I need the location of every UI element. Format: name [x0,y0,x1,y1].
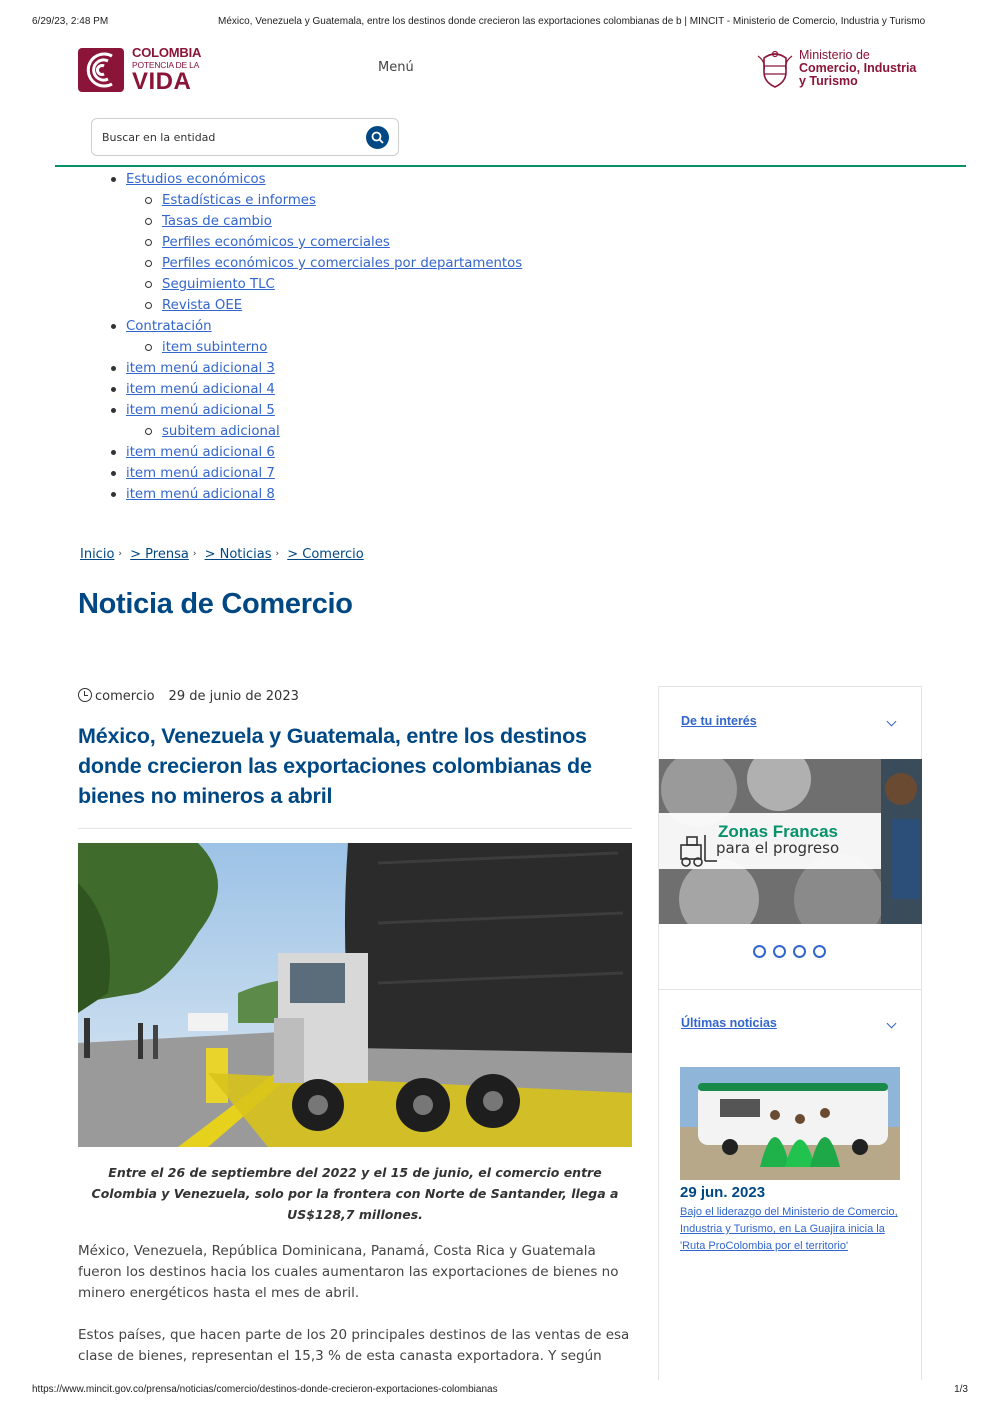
ministry-line-3: y Turismo [799,74,858,88]
logo-line-2: POTENCIA DE LA [132,60,200,70]
nav-link-item-3[interactable]: item menú adicional 3 [126,361,275,376]
nav-link-perfiles-departamentos[interactable]: Perfiles económicos y comerciales por departamentos [162,256,523,271]
nav-link-contratacion[interactable]: Contratación [126,319,212,334]
nav-item-4 [110,379,522,400]
print-page-number: 1/3 [954,1384,968,1395]
photo-caption: Entre el 26 de septiembre del 2022 y el 15 de junio, el comercio entre Colombia y Venezuela, solo por la frontera con Norte de Santander, llega a US$128,7 millones. [91,1165,619,1222]
article-paragraph: México, Venezuela, República Dominicana, Panamá, Costa Rica y Guatemala fueron los destinos hacia los cuales aumentaron las exportaciones de bienes no minero energéticos hasta el mes de abril. [78,1243,619,1301]
ultimas-noticias-toggle[interactable]: Últimas noticias [681,1016,777,1030]
logo-line-3: VIDA [132,68,192,95]
nav-subitem [110,295,522,316]
nav-subitem [110,337,522,358]
banner-subtitle: para el progreso [716,839,840,857]
article-date: 29 de junio de 2023 [168,689,299,704]
carousel-dot[interactable] [753,945,766,958]
print-header [32,16,968,30]
nav-link-perfiles[interactable]: Perfiles económicos y comerciales [162,235,390,250]
chevron-down-icon[interactable] [887,1019,897,1029]
nav-link-item-8[interactable]: item menú adicional 8 [126,487,275,502]
nav-link-tasas[interactable]: Tasas de cambio [162,214,272,229]
breadcrumb-separator: › [192,549,197,559]
nav-subitem [110,253,522,274]
news-image-bus[interactable] [680,1067,900,1180]
nav-link-estudios[interactable]: Estudios económicos [126,172,266,187]
nav-item-5 [110,400,522,421]
de-tu-interes-toggle[interactable]: De tu interés [681,714,757,728]
nav-item-3 [110,358,522,379]
nav-link-item-4[interactable]: item menú adicional 4 [126,382,275,397]
print-footer [32,1384,968,1398]
carousel-dots [753,943,833,962]
nav-subitem [110,274,522,295]
print-url: https://www.mincit.gov.co/prensa/noticias/comercio/destinos-donde-crecieron-exportaciones-colombianas [32,1384,498,1395]
ministry-line-2: Comercio, Industria [799,61,917,75]
breadcrumb-noticias[interactable]: > Noticias [204,547,272,562]
breadcrumb [80,547,364,562]
nav-subitem [110,211,522,232]
nav-subitem [110,421,522,442]
article-photo-truck [78,843,632,1147]
chevron-down-icon[interactable] [887,717,897,727]
nav-link-subitem-adicional[interactable]: subitem adicional [162,424,280,439]
print-datetime: 6/29/23, 2:48 PM [32,16,109,27]
search-input[interactable] [102,128,352,146]
nav-item-contratacion [110,316,522,337]
nav-link-item-subinterno[interactable]: item subinterno [162,340,268,355]
news-link[interactable]: Bajo el liderazgo del Ministerio de Comercio, Industria y Turismo, en La Guajira inicia la 'Ruta ProColombia por el territorio' [680,1206,898,1252]
search-box [91,118,399,156]
article-category: comercio [95,689,155,704]
nav-link-item-6[interactable]: item menú adicional 6 [126,445,275,460]
breadcrumb-comercio[interactable]: > Comercio [287,547,364,562]
nav-link-estadisticas[interactable]: Estadísticas e informes [162,193,316,208]
carousel-dot[interactable] [773,945,786,958]
breadcrumb-prensa[interactable]: > Prensa [130,547,189,562]
nav-item-estudios [110,169,522,190]
article-divider [78,828,632,829]
ministry-line-1: Ministerio de [799,48,870,62]
news-date: 29 jun. 2023 [680,1184,766,1201]
article-paragraph: Estos países, que hacen parte de los 20 principales destinos de las ventas de esa clase de bienes, representan el 15,3 % de esta canasta exportadora. Y según [78,1327,630,1364]
carousel-dot[interactable] [813,945,826,958]
breadcrumb-separator: › [275,549,280,559]
search-button[interactable] [366,126,389,149]
search-icon [371,131,384,144]
page-title: Noticia de Comercio [78,588,353,620]
main-nav-list [110,169,522,505]
nav-item-7 [110,463,522,484]
banner-title: Zonas Francas [718,822,838,841]
sidebar-divider [659,989,922,990]
forklift-icon [677,833,721,869]
menu-button[interactable]: Menú [378,60,414,75]
print-title: México, Venezuela y Guatemala, entre los destinos donde crecieron las exportaciones colombianas de b | MINCIT - Ministerio de Comercio, Industria y Turismo [218,16,926,27]
colombia-logo-icon [78,46,128,94]
nav-item-8 [110,484,522,505]
clock-icon [78,688,92,702]
nav-item-6 [110,442,522,463]
nav-link-seguimiento-tlc[interactable]: Seguimiento TLC [162,277,275,292]
colombia-potencia-logo[interactable] [78,46,204,94]
coat-of-arms-icon [756,48,794,90]
nav-link-item-5[interactable]: item menú adicional 5 [126,403,275,418]
article-title: México, Venezuela y Guatemala, entre los destinos donde crecieron las exportaciones colombianas de bienes no mineros a abril [78,724,592,808]
nav-link-item-7[interactable]: item menú adicional 7 [126,466,275,481]
logo-line-1: COLOMBIA [132,45,202,60]
nav-subitem [110,232,522,253]
article-meta [78,688,299,704]
nav-subitem [110,190,522,211]
breadcrumb-inicio[interactable]: Inicio [80,547,115,562]
header-divider [55,165,966,167]
zonas-francas-banner[interactable] [659,759,922,924]
carousel-dot[interactable] [793,945,806,958]
nav-link-revista-oee[interactable]: Revista OEE [162,298,243,313]
breadcrumb-separator: › [118,549,123,559]
mincit-logo[interactable] [756,48,936,92]
sidebar [658,686,922,1380]
